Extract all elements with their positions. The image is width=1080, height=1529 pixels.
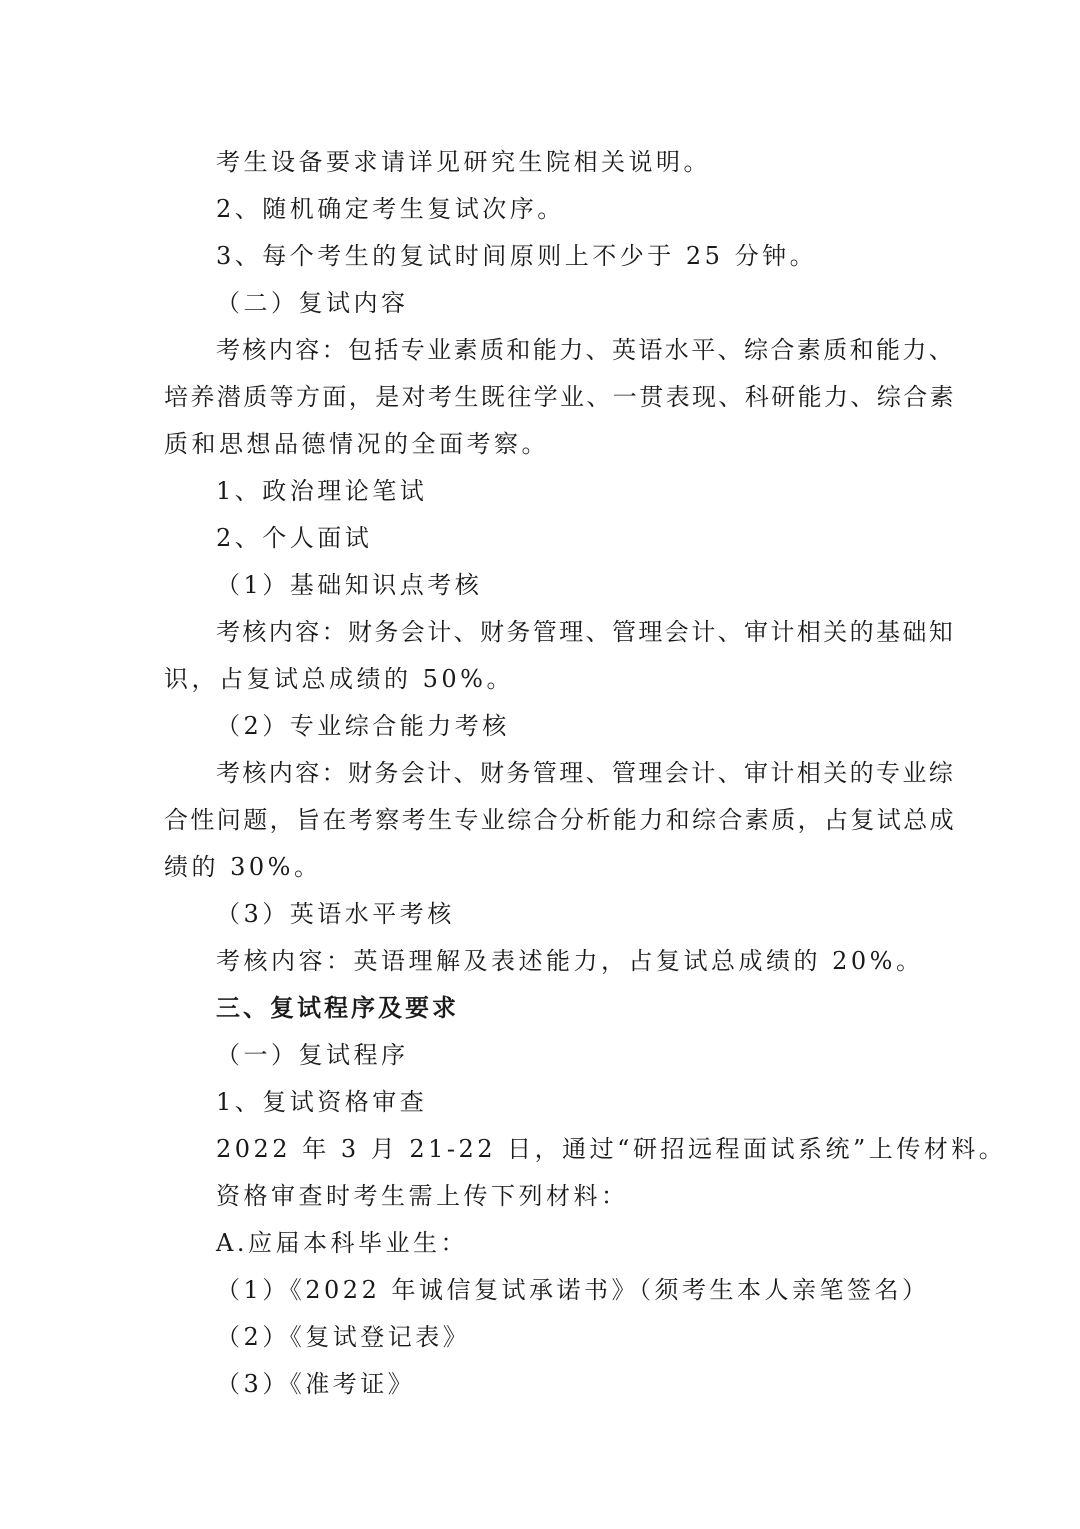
paragraph-assessment-content-line1: 考核内容：包括专业素质和能力、英语水平、综合素质和能力、	[216, 336, 956, 364]
item-political-theory-exam: 1、政治理论笔试	[216, 477, 428, 505]
subheading-retest-content: （二）复试内容	[216, 289, 409, 317]
subitem-english-level: （3）英语水平考核	[216, 900, 455, 928]
paragraph-professional-ability-line2: 合性问题，旨在考察考生专业综合分析能力和综合素质，占复试总成	[164, 806, 956, 834]
paragraph-device-requirements: 考生设备要求请详见研究生院相关说明。	[216, 148, 711, 176]
paragraph-assessment-content-line2: 培养潜质等方面，是对考生既往学业、一贯表现、科研能力、综合素	[164, 383, 956, 411]
paragraph-upload-date: 2022 年 3 月 21-22 日，通过“研招远程面试系统”上传材料。	[216, 1135, 1007, 1163]
material-admission-ticket: （3）《准考证》	[216, 1370, 416, 1398]
document-body	[164, 139, 1007, 1408]
subitem-basic-knowledge: （1）基础知识点考核	[216, 571, 483, 599]
paragraph-upload-materials: 资格审查时考生需上传下列材料：	[216, 1182, 629, 1210]
item-personal-interview: 2、个人面试	[216, 524, 373, 552]
item-qualification-review: 1、复试资格审查	[216, 1088, 428, 1116]
item-fresh-graduates: A.应届本科毕业生：	[216, 1229, 468, 1257]
paragraph-basic-knowledge-line1: 考核内容：财务会计、财务管理、管理会计、审计相关的基础知	[216, 618, 956, 646]
material-registration-form: （2）《复试登记表》	[216, 1323, 471, 1351]
paragraph-professional-ability-line1: 考核内容：财务会计、财务管理、管理会计、审计相关的专业综	[216, 759, 956, 787]
paragraph-professional-ability-line3: 绩的 30%。	[164, 853, 322, 881]
paragraph-assessment-content-line3: 质和思想品德情况的全面考察。	[164, 430, 549, 458]
paragraph-basic-knowledge-line2: 识，占复试总成绩的 50%。	[164, 665, 514, 693]
item-random-order: 2、随机确定考生复试次序。	[216, 195, 565, 223]
subheading-retest-procedure: （一）复试程序	[216, 1041, 409, 1069]
section-heading-retest-procedure: 三、复试程序及要求	[216, 994, 459, 1022]
paragraph-english-level: 考核内容：英语理解及表述能力，占复试总成绩的 20%。	[216, 947, 924, 975]
item-interview-duration: 3、每个考生的复试时间原则上不少于 25 分钟。	[216, 242, 818, 270]
material-integrity-pledge: （1）《2022 年诚信复试承诺书》（须考生本人亲笔签名）	[216, 1276, 930, 1304]
subitem-professional-ability: （2）专业综合能力考核	[216, 712, 510, 740]
